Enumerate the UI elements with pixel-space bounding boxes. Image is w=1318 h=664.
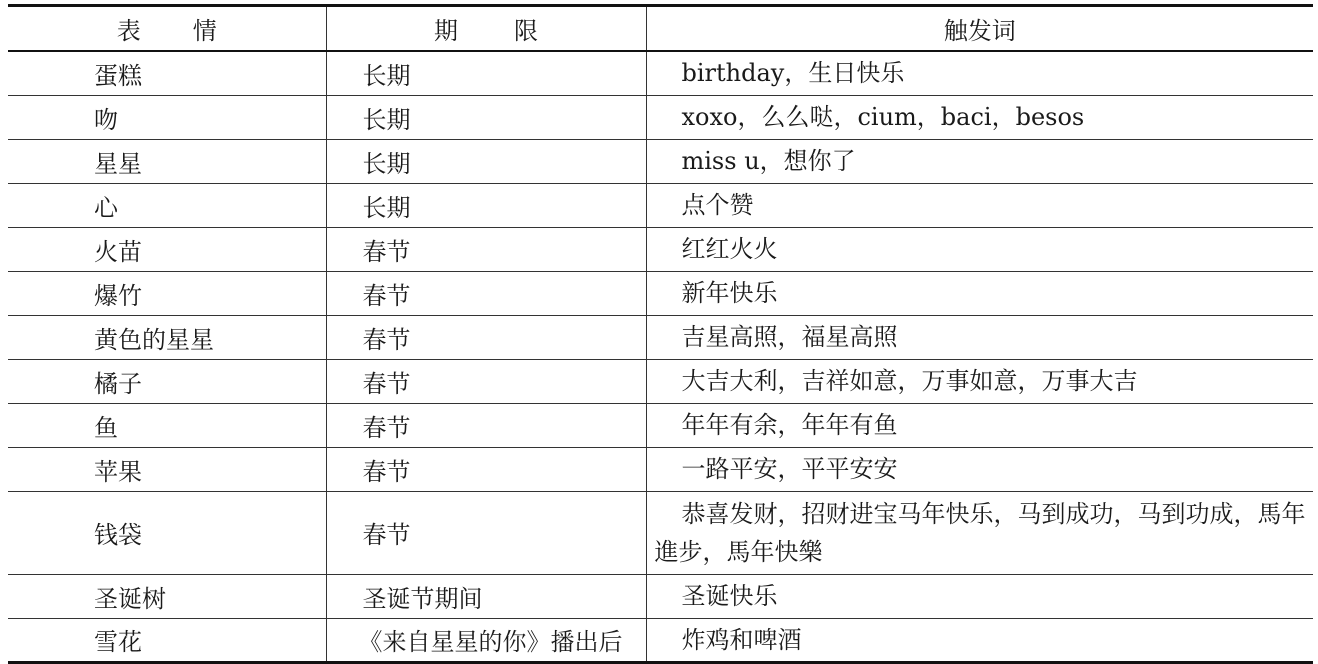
cell-period: 长期 <box>326 51 646 95</box>
cell-period: 圣诞节期间 <box>326 574 646 618</box>
cell-expression: 钱袋 <box>8 491 326 574</box>
cell-expression: 火苗 <box>8 227 326 271</box>
cell-trigger: 新年快乐 <box>646 271 1313 315</box>
table-row <box>8 491 1313 574</box>
cell-trigger: xoxo，么么哒，cium，baci，besos <box>646 95 1313 139</box>
table-row <box>8 574 1313 618</box>
cell-trigger: 炸鸡和啤酒 <box>646 618 1313 662</box>
table-row <box>8 315 1313 359</box>
header-trigger: 触发词 <box>646 6 1313 52</box>
header-period: 期限 <box>326 6 646 52</box>
cell-expression: 橘子 <box>8 359 326 403</box>
cell-expression: 圣诞树 <box>8 574 326 618</box>
header-expression: 表情 <box>8 6 326 52</box>
cell-trigger: 圣诞快乐 <box>646 574 1313 618</box>
cell-trigger: miss u，想你了 <box>646 139 1313 183</box>
table-row <box>8 139 1313 183</box>
cell-period: 春节 <box>326 491 646 574</box>
cell-trigger: 恭喜发财，招财进宝马年快乐，马到成功，马到功成，馬年進步，馬年快樂 <box>646 491 1313 574</box>
cell-period: 春节 <box>326 403 646 447</box>
table-row <box>8 271 1313 315</box>
cell-expression: 雪花 <box>8 618 326 662</box>
emoji-trigger-table <box>8 4 1313 664</box>
cell-trigger: 点个赞 <box>646 183 1313 227</box>
table-header-row <box>8 6 1313 52</box>
cell-period: 长期 <box>326 95 646 139</box>
table-row <box>8 183 1313 227</box>
cell-expression: 吻 <box>8 95 326 139</box>
cell-trigger: 年年有余，年年有鱼 <box>646 403 1313 447</box>
cell-trigger: 吉星高照，福星高照 <box>646 315 1313 359</box>
table-row <box>8 447 1313 491</box>
cell-trigger: birthday，生日快乐 <box>646 51 1313 95</box>
cell-period: 春节 <box>326 271 646 315</box>
cell-period: 春节 <box>326 447 646 491</box>
cell-period: 春节 <box>326 359 646 403</box>
table-row <box>8 95 1313 139</box>
table-row <box>8 359 1313 403</box>
cell-expression: 鱼 <box>8 403 326 447</box>
cell-period: 长期 <box>326 139 646 183</box>
cell-expression: 星星 <box>8 139 326 183</box>
cell-trigger: 红红火火 <box>646 227 1313 271</box>
cell-trigger: 大吉大利，吉祥如意，万事如意，万事大吉 <box>646 359 1313 403</box>
cell-expression: 爆竹 <box>8 271 326 315</box>
cell-period: 春节 <box>326 315 646 359</box>
cell-period: 长期 <box>326 183 646 227</box>
cell-expression: 蛋糕 <box>8 51 326 95</box>
cell-expression: 心 <box>8 183 326 227</box>
cell-period: 《来自星星的你》播出后 <box>326 618 646 662</box>
table-row <box>8 403 1313 447</box>
table-row <box>8 227 1313 271</box>
cell-expression: 黄色的星星 <box>8 315 326 359</box>
cell-expression: 苹果 <box>8 447 326 491</box>
cell-period: 春节 <box>326 227 646 271</box>
cell-trigger: 一路平安，平平安安 <box>646 447 1313 491</box>
table-row <box>8 618 1313 662</box>
table-row <box>8 51 1313 95</box>
